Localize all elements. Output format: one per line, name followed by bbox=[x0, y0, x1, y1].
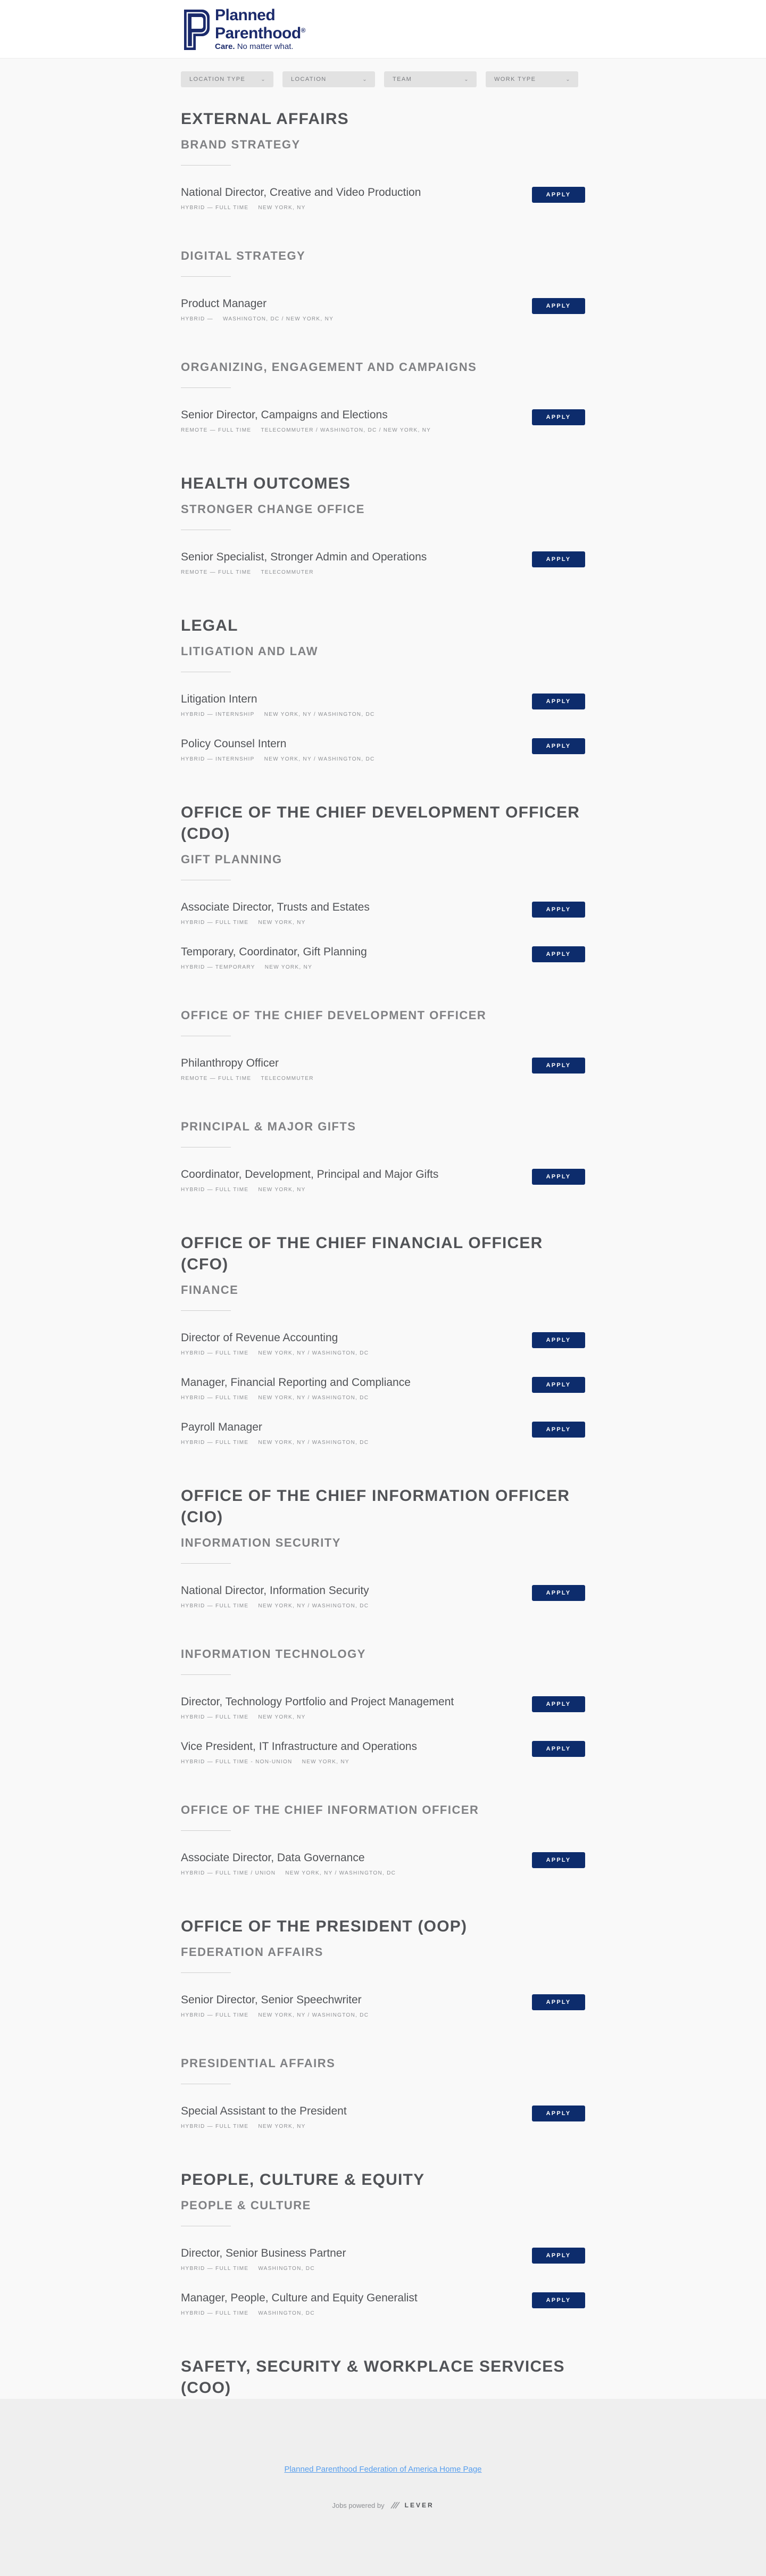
posting-info bbox=[181, 1421, 369, 1446]
chevron-down-icon: ⌄ bbox=[362, 76, 368, 82]
posting-info bbox=[181, 1993, 369, 2018]
posting-meta bbox=[181, 2266, 346, 2272]
posting-location: NEW YORK, NY bbox=[258, 2124, 306, 2129]
job-posting bbox=[181, 550, 585, 595]
team-title: INFORMATION TECHNOLOGY bbox=[181, 1647, 366, 1661]
posting-title-link[interactable]: Associate Director, Data Governance bbox=[181, 1852, 365, 1864]
lever-icon bbox=[390, 2501, 402, 2509]
posting-meta bbox=[181, 1440, 369, 1446]
posting-location: NEW YORK, NY bbox=[258, 1187, 306, 1193]
brand-name-line1: Planned bbox=[215, 6, 276, 24]
job-posting bbox=[181, 408, 585, 453]
posting-info bbox=[181, 1331, 369, 1356]
job-posting bbox=[181, 1331, 585, 1376]
posting-title-link[interactable]: Director, Technology Portfolio and Project Management bbox=[181, 1696, 454, 1708]
posting-meta bbox=[181, 756, 375, 762]
posting-location: NEW YORK, NY bbox=[258, 920, 306, 926]
posting-commitment: HYBRID — INTERNSHIP bbox=[181, 756, 255, 762]
job-posting bbox=[181, 737, 585, 782]
posting-commitment: HYBRID — FULL TIME / UNION bbox=[181, 1870, 276, 1876]
department-title: OFFICE OF THE PRESIDENT (OOP) bbox=[181, 1918, 468, 1935]
apply-button[interactable]: APPLY bbox=[532, 1852, 585, 1868]
job-posting bbox=[181, 2291, 585, 2336]
posting-title-link[interactable]: Special Assistant to the President bbox=[181, 2105, 347, 2117]
posting-commitment: HYBRID — TEMPORARY bbox=[181, 964, 255, 970]
posting-commitment: HYBRID — FULL TIME bbox=[181, 2124, 249, 2129]
posting-title-link[interactable]: Litigation Intern bbox=[181, 693, 257, 705]
posting-commitment: HYBRID — FULL TIME bbox=[181, 1187, 249, 1193]
apply-button[interactable]: APPLY bbox=[532, 1696, 585, 1712]
filter-location-type[interactable] bbox=[181, 71, 273, 87]
department-title: PEOPLE, CULTURE & EQUITY bbox=[181, 2171, 425, 2189]
apply-button[interactable]: APPLY bbox=[532, 738, 585, 754]
department-title: HEALTH OUTCOMES bbox=[181, 475, 351, 492]
job-posting bbox=[181, 2104, 585, 2149]
team-title: GIFT PLANNING bbox=[181, 853, 282, 866]
posting-info bbox=[181, 1851, 396, 1876]
powered-by bbox=[0, 2501, 766, 2509]
posting-info bbox=[181, 1376, 411, 1401]
apply-button[interactable]: APPLY bbox=[532, 551, 585, 567]
posting-location: WASHINGTON, DC bbox=[258, 2266, 315, 2272]
posting-title-link[interactable]: Associate Director, Trusts and Estates bbox=[181, 901, 370, 913]
department-title: OFFICE OF THE CHIEF DEVELOPMENT OFFICER (CDO) bbox=[181, 804, 580, 843]
posting-location: NEW YORK, NY bbox=[258, 205, 306, 211]
posting-commitment: HYBRID — FULL TIME bbox=[181, 1714, 249, 1720]
posting-location: TELECOMMUTER bbox=[261, 569, 314, 575]
apply-button[interactable]: APPLY bbox=[532, 1058, 585, 1074]
home-page-link[interactable]: Planned Parenthood Federation of America Home Page bbox=[284, 2465, 482, 2474]
posting-commitment: HYBRID — FULL TIME bbox=[181, 1603, 249, 1609]
department-title: SAFETY, SECURITY & WORKPLACE SERVICES (COO) bbox=[181, 2358, 565, 2397]
posting-title-link[interactable]: Temporary, Coordinator, Gift Planning bbox=[181, 946, 367, 958]
team-section bbox=[181, 1535, 585, 1629]
posting-meta bbox=[181, 1870, 396, 1876]
job-posting bbox=[181, 945, 585, 990]
posting-info bbox=[181, 901, 370, 926]
posting-location: NEW YORK, NY bbox=[302, 1759, 349, 1765]
posting-meta bbox=[181, 712, 375, 717]
posting-title-link[interactable]: Payroll Manager bbox=[181, 1421, 262, 1433]
posting-title-link[interactable]: Senior Director, Senior Speechwriter bbox=[181, 1994, 362, 2006]
team-divider bbox=[181, 1830, 231, 1831]
posting-info bbox=[181, 2104, 347, 2129]
posting-meta bbox=[181, 569, 427, 575]
team-title: OFFICE OF THE CHIEF INFORMATION OFFICER bbox=[181, 1803, 479, 1817]
posting-location: WASHINGTON, DC / NEW YORK, NY bbox=[222, 316, 334, 322]
team-divider bbox=[181, 276, 231, 277]
team-section bbox=[181, 1647, 585, 1785]
brand-name-line2: Parenthood bbox=[215, 24, 301, 42]
posting-info bbox=[181, 1056, 314, 1081]
filter-label: TEAM bbox=[393, 76, 412, 82]
posting-info bbox=[181, 1740, 417, 1765]
team-title: PRINCIPAL & MAJOR GIFTS bbox=[181, 1120, 356, 1133]
powered-by-text: Jobs powered by bbox=[332, 2501, 385, 2509]
department-title: OFFICE OF THE CHIEF INFORMATION OFFICER (CIO) bbox=[181, 1487, 570, 1526]
posting-title-link[interactable]: National Director, Information Security bbox=[181, 1584, 369, 1597]
team-section bbox=[181, 1945, 585, 2038]
posting-meta bbox=[181, 1759, 417, 1765]
team-section bbox=[181, 1283, 585, 1465]
posting-meta bbox=[181, 964, 367, 970]
posting-title-link[interactable]: Product Manager bbox=[181, 298, 267, 310]
posting-title-link[interactable]: Director of Revenue Accounting bbox=[181, 1332, 338, 1344]
team-section bbox=[181, 1803, 585, 1896]
top-bar bbox=[0, 0, 766, 59]
filter-bar bbox=[181, 71, 585, 87]
posting-commitment: HYBRID — FULL TIME bbox=[181, 2310, 249, 2316]
team-section bbox=[181, 360, 585, 453]
posting-meta bbox=[181, 1395, 411, 1401]
posting-commitment: REMOTE — FULL TIME bbox=[181, 427, 252, 433]
apply-button[interactable]: APPLY bbox=[532, 2248, 585, 2264]
posting-location: TELECOMMUTER / WASHINGTON, DC / NEW YORK, NY bbox=[261, 427, 431, 433]
job-posting bbox=[181, 1168, 585, 1212]
posting-location: TELECOMMUTER bbox=[261, 1076, 314, 1081]
department-title: LEGAL bbox=[181, 617, 238, 634]
team-divider bbox=[181, 1972, 231, 1973]
team-section bbox=[181, 2198, 585, 2336]
posting-title-link[interactable]: Senior Director, Campaigns and Elections bbox=[181, 409, 388, 421]
posting-commitment: HYBRID — FULL TIME bbox=[181, 1440, 249, 1446]
posting-info bbox=[181, 2291, 418, 2316]
job-posting bbox=[181, 186, 585, 230]
posting-meta bbox=[181, 1350, 369, 1356]
apply-button[interactable]: APPLY bbox=[532, 1741, 585, 1757]
posting-commitment: REMOTE — FULL TIME bbox=[181, 569, 252, 575]
posting-commitment: HYBRID — FULL TIME bbox=[181, 1395, 249, 1401]
apply-button[interactable]: APPLY bbox=[532, 2292, 585, 2308]
posting-commitment: HYBRID — FULL TIME bbox=[181, 205, 249, 211]
team-title: INFORMATION SECURITY bbox=[181, 1536, 341, 1549]
posting-meta bbox=[181, 2310, 418, 2316]
posting-meta bbox=[181, 2124, 347, 2129]
department-section bbox=[181, 109, 585, 453]
filter-team[interactable] bbox=[384, 71, 477, 87]
posting-info bbox=[181, 186, 421, 211]
filter-location[interactable] bbox=[282, 71, 375, 87]
posting-meta bbox=[181, 427, 431, 433]
department-section bbox=[181, 1485, 585, 1896]
posting-location: NEW YORK, NY / WASHINGTON, DC bbox=[264, 712, 375, 717]
chevron-down-icon: ⌄ bbox=[565, 76, 571, 82]
posting-title-link[interactable]: Manager, People, Culture and Equity Generalist bbox=[181, 2292, 418, 2304]
team-title: PRESIDENTIAL AFFAIRS bbox=[181, 2057, 336, 2070]
job-posting bbox=[181, 297, 585, 342]
team-section bbox=[181, 137, 585, 230]
apply-button[interactable]: APPLY bbox=[532, 1994, 585, 2010]
posting-location: NEW YORK, NY / WASHINGTON, DC bbox=[258, 1603, 369, 1609]
department-section bbox=[181, 615, 585, 782]
brand-logo[interactable]: Planned Parenthood® Care. No matter what. bbox=[181, 7, 305, 52]
posting-meta bbox=[181, 1187, 438, 1193]
chevron-down-icon: ⌄ bbox=[261, 76, 266, 82]
apply-button[interactable]: APPLY bbox=[532, 1422, 585, 1438]
posting-info bbox=[181, 1168, 438, 1193]
brand-tagline-bold: Care. bbox=[215, 42, 235, 51]
posting-title-link[interactable]: National Director, Creative and Video Production bbox=[181, 186, 421, 199]
posting-commitment: HYBRID — FULL TIME bbox=[181, 2012, 249, 2018]
planned-parenthood-mark-icon bbox=[181, 7, 211, 52]
posting-commitment: HYBRID — bbox=[181, 316, 213, 322]
team-divider bbox=[181, 1674, 231, 1675]
team-divider bbox=[181, 387, 231, 388]
team-divider bbox=[181, 165, 231, 166]
lever-logo[interactable] bbox=[390, 2501, 434, 2509]
apply-button[interactable]: APPLY bbox=[532, 693, 585, 709]
posting-title-link[interactable]: Coordinator, Development, Principal and Major Gifts bbox=[181, 1168, 439, 1180]
apply-button[interactable]: APPLY bbox=[532, 1585, 585, 1601]
job-posting bbox=[181, 901, 585, 945]
lever-text: LEVER bbox=[404, 2501, 434, 2509]
postings-main bbox=[181, 59, 585, 2552]
team-title: ORGANIZING, ENGAGEMENT AND CAMPAIGNS bbox=[181, 360, 477, 374]
posting-info bbox=[181, 408, 431, 433]
job-posting bbox=[181, 692, 585, 737]
posting-location: NEW YORK, NY / WASHINGTON, DC bbox=[285, 1870, 396, 1876]
posting-location: NEW YORK, NY bbox=[258, 1714, 306, 1720]
job-posting bbox=[181, 1695, 585, 1740]
chevron-down-icon: ⌄ bbox=[464, 76, 469, 82]
team-divider bbox=[181, 1310, 231, 1311]
job-posting bbox=[181, 1851, 585, 1896]
team-title: BRAND STRATEGY bbox=[181, 138, 301, 151]
departments-list bbox=[181, 109, 585, 2499]
posting-info bbox=[181, 737, 375, 762]
team-title: DIGITAL STRATEGY bbox=[181, 249, 306, 262]
footer bbox=[0, 2399, 766, 2576]
apply-button[interactable]: APPLY bbox=[532, 2106, 585, 2121]
apply-button[interactable]: APPLY bbox=[532, 1332, 585, 1348]
posting-info bbox=[181, 692, 375, 717]
posting-commitment: HYBRID — FULL TIME bbox=[181, 2266, 249, 2272]
job-posting bbox=[181, 1584, 585, 1629]
posting-info bbox=[181, 2247, 346, 2272]
posting-location: NEW YORK, NY / WASHINGTON, DC bbox=[258, 1350, 369, 1356]
team-section bbox=[181, 1008, 585, 1101]
posting-info bbox=[181, 945, 367, 970]
apply-button[interactable]: APPLY bbox=[532, 409, 585, 425]
brand-tagline: No matter what. bbox=[237, 42, 294, 51]
department-section bbox=[181, 802, 585, 1212]
job-posting bbox=[181, 1421, 585, 1465]
posting-meta bbox=[181, 1076, 314, 1081]
team-section bbox=[181, 852, 585, 990]
posting-meta bbox=[181, 2012, 369, 2018]
job-posting bbox=[181, 2247, 585, 2291]
posting-commitment: REMOTE — FULL TIME bbox=[181, 1076, 252, 1081]
department-section bbox=[181, 473, 585, 595]
posting-commitment: HYBRID — FULL TIME bbox=[181, 920, 249, 926]
team-section bbox=[181, 644, 585, 782]
posting-info bbox=[181, 297, 334, 322]
team-divider bbox=[181, 1563, 231, 1564]
posting-meta bbox=[181, 1714, 454, 1720]
team-section bbox=[181, 249, 585, 342]
posting-location: WASHINGTON, DC bbox=[258, 2310, 315, 2316]
filter-work-type[interactable] bbox=[486, 71, 578, 87]
posting-info bbox=[181, 1584, 369, 1609]
filter-label: LOCATION TYPE bbox=[189, 76, 246, 82]
posting-commitment: HYBRID — FULL TIME bbox=[181, 1350, 249, 1356]
team-section bbox=[181, 2056, 585, 2149]
team-section bbox=[181, 502, 585, 595]
posting-location: NEW YORK, NY / WASHINGTON, DC bbox=[258, 2012, 369, 2018]
apply-button[interactable]: APPLY bbox=[532, 946, 585, 962]
posting-title-link[interactable]: Policy Counsel Intern bbox=[181, 738, 287, 750]
posting-commitment: HYBRID — INTERNSHIP bbox=[181, 712, 255, 717]
team-title: PEOPLE & CULTURE bbox=[181, 2199, 311, 2212]
team-title: FEDERATION AFFAIRS bbox=[181, 1945, 323, 1959]
posting-meta bbox=[181, 316, 334, 322]
team-title: OFFICE OF THE CHIEF DEVELOPMENT OFFICER bbox=[181, 1009, 487, 1022]
apply-button[interactable]: APPLY bbox=[532, 1377, 585, 1393]
apply-button[interactable]: APPLY bbox=[532, 902, 585, 918]
posting-title-link[interactable]: Philanthropy Officer bbox=[181, 1057, 279, 1069]
posting-commitment: HYBRID — FULL TIME - NON-UNION bbox=[181, 1759, 293, 1765]
filter-label: LOCATION bbox=[291, 76, 327, 82]
apply-button[interactable]: APPLY bbox=[532, 1169, 585, 1185]
apply-button[interactable]: APPLY bbox=[532, 298, 585, 314]
department-section bbox=[181, 1916, 585, 2149]
job-posting bbox=[181, 1740, 585, 1785]
posting-title-link[interactable]: Manager, Financial Reporting and Compliance bbox=[181, 1376, 411, 1389]
department-title: EXTERNAL AFFAIRS bbox=[181, 110, 349, 128]
posting-meta bbox=[181, 205, 421, 211]
job-posting bbox=[181, 1993, 585, 2038]
job-posting bbox=[181, 1056, 585, 1101]
team-section bbox=[181, 1119, 585, 1212]
posting-meta bbox=[181, 920, 370, 926]
posting-info bbox=[181, 550, 427, 575]
posting-title-link[interactable]: Vice President, IT Infrastructure and Operations bbox=[181, 1740, 417, 1753]
team-title: FINANCE bbox=[181, 1283, 239, 1297]
posting-info bbox=[181, 1695, 454, 1720]
posting-location: NEW YORK, NY / WASHINGTON, DC bbox=[258, 1395, 369, 1401]
apply-button[interactable]: APPLY bbox=[532, 187, 585, 203]
filter-label: WORK TYPE bbox=[494, 76, 536, 82]
team-title: LITIGATION AND LAW bbox=[181, 645, 318, 658]
team-title: STRONGER CHANGE OFFICE bbox=[181, 502, 365, 516]
posting-location: NEW YORK, NY / WASHINGTON, DC bbox=[258, 1440, 369, 1446]
posting-title-link[interactable]: Senior Specialist, Stronger Admin and Operations bbox=[181, 551, 427, 563]
posting-meta bbox=[181, 1603, 369, 1609]
department-section bbox=[181, 2169, 585, 2336]
posting-location: NEW YORK, NY / WASHINGTON, DC bbox=[264, 756, 375, 762]
department-title: OFFICE OF THE CHIEF FINANCIAL OFFICER (CFO) bbox=[181, 1234, 543, 1273]
posting-title-link[interactable]: Director, Senior Business Partner bbox=[181, 2247, 346, 2259]
job-posting bbox=[181, 1376, 585, 1421]
department-section bbox=[181, 1233, 585, 1465]
posting-location: NEW YORK, NY bbox=[264, 964, 313, 970]
